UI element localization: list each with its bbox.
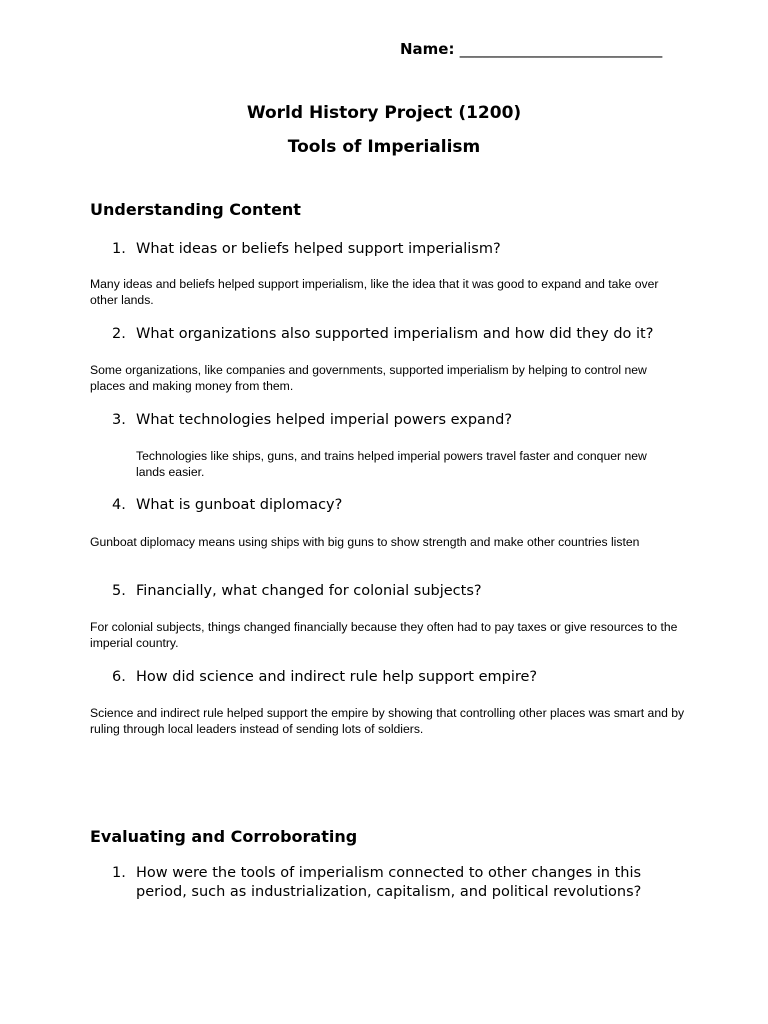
- question-4: [112, 496, 682, 515]
- question-text: What technologies helped imperial powers expand?: [136, 412, 513, 428]
- name-field[interactable]: [400, 40, 662, 58]
- answer-3: Technologies like ships, guns, and trains helped imperial powers travel faster and conquer new lands easier.: [136, 449, 647, 479]
- topic-title: Tools of Imperialism: [287, 137, 481, 157]
- project-title: World History Project (1200): [246, 103, 522, 123]
- question-number: 1.: [112, 865, 126, 881]
- question-1: [112, 240, 682, 259]
- question-eval-1: [112, 864, 682, 902]
- question-6: [112, 668, 682, 687]
- question-number: 3.: [112, 412, 126, 428]
- answer-6: Science and indirect rule helped support the empire by showing that controlling other places was smart and by ruling through local leaders instead of sending lots of soldiers.: [90, 706, 685, 736]
- answer-2: Some organizations, like companies and governments, supported imperialism by helping to control new places and making money from them.: [90, 363, 647, 393]
- question-3: [112, 411, 682, 430]
- question-text: How did science and indirect rule help support empire?: [136, 669, 538, 685]
- question-number: 6.: [112, 669, 126, 685]
- question-number: 5.: [112, 583, 126, 599]
- answer-5: For colonial subjects, things changed financially because they often had to pay taxes or give resources to the imperial country.: [90, 620, 678, 650]
- question-5: [112, 582, 682, 601]
- question-text: What organizations also supported imperialism and how did they do it?: [136, 326, 654, 342]
- question-text: What ideas or beliefs helped support imperialism?: [136, 241, 501, 257]
- answer-1: Many ideas and beliefs helped support imperialism, like the idea that it was good to expand and take over other lands.: [90, 277, 659, 307]
- question-number: 2.: [112, 326, 126, 342]
- name-label: Name:: [400, 40, 455, 58]
- question-2: [112, 325, 682, 344]
- name-blank-line[interactable]: ___________________________: [459, 40, 663, 58]
- section-heading-understanding-content: Understanding Content: [90, 200, 301, 219]
- question-text: How were the tools of imperialism connected to other changes in this period, such as industrialization, capitalism, and political revolutions?: [136, 865, 642, 900]
- question-text: What is gunboat diplomacy?: [136, 497, 343, 513]
- question-text: Financially, what changed for colonial subjects?: [136, 583, 482, 599]
- question-number: 1.: [112, 241, 126, 257]
- question-number: 4.: [112, 497, 126, 513]
- section-heading-evaluating-and-corroborating: Evaluating and Corroborating: [90, 827, 358, 846]
- answer-4: Gunboat diplomacy means using ships with big guns to show strength and make other countries listen: [90, 535, 640, 549]
